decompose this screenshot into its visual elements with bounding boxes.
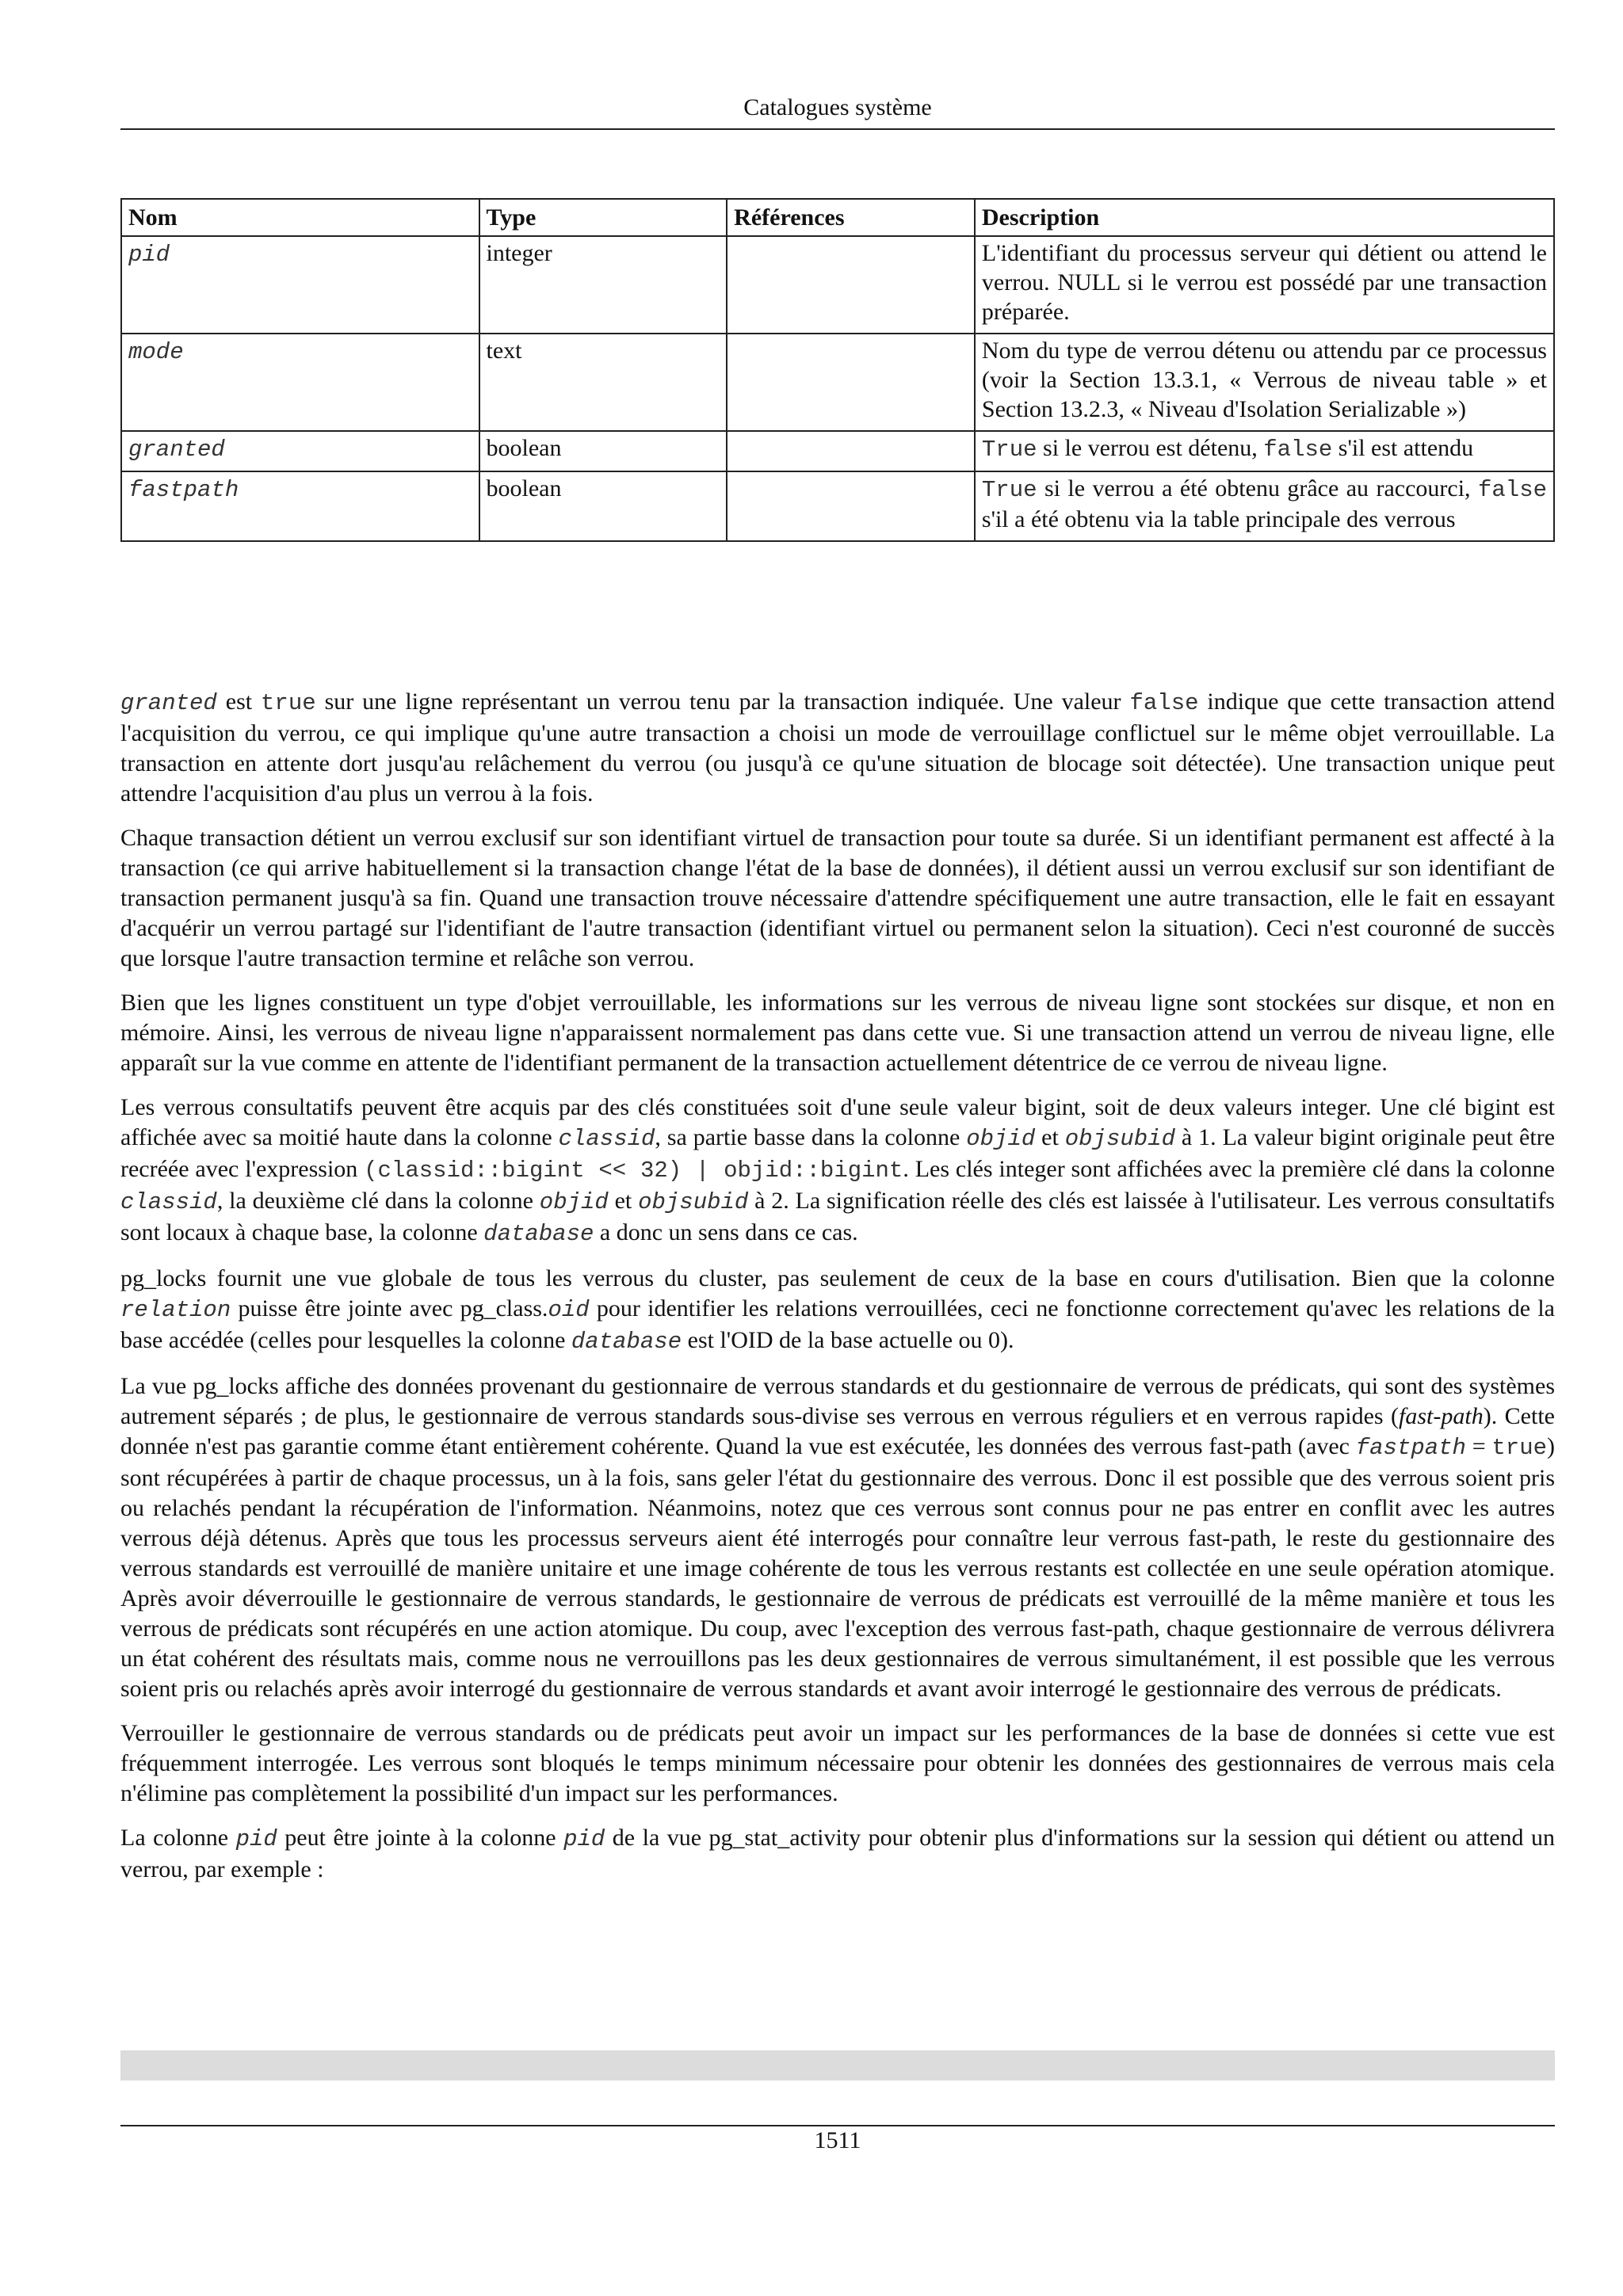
column-references [727,236,975,334]
column-type: integer [479,236,727,334]
column-header-description: Description [975,199,1554,236]
column-header-references: Références [727,199,975,236]
column-type: text [479,334,727,431]
table-header-row [121,199,1554,236]
column-description: Nom du type de verrou détenu ou attendu par ce processus (voir la Section 13.3.1, « Verrous de niveau table » et Section 13.2.3, « Niveau d'Isolation Serializable ») [981,338,1547,422]
paragraph-granted: granted est true sur une ligne représentant un verrou tenu par la transaction indiquée. Une valeur false indique que cette transaction attend l'acquisition du verrou, ce qui implique qu'une autre transaction a choisi un mode de verrouillage conflictuel sur le même objet verrouillable. La transaction en attente dort jusqu'au relâchement du verrou (ou jusqu'à ce qu'une situation de blocage soit détectée). Une transaction unique peut attendre l'acquisition d'au plus un verrou à la fois. [120,688,1555,807]
table-row [121,471,1554,541]
column-references [727,431,975,471]
column-header-nom: Nom [121,199,479,236]
column-name: fastpath [128,477,239,503]
column-type: boolean [479,431,727,471]
column-type: boolean [479,471,727,541]
column-name: mode [128,339,184,365]
pg-locks-columns-table [120,198,1555,542]
paragraph-lock-managers: La vue pg_locks affiche des données provenant du gestionnaire de verrous standards et du gestionnaire de verrous de prédicats, qui sont des systèmes autrement séparés ; de plus, le gestionnaire de verrous standards sous-divise ses verrous en verrous réguliers et en verrous rapides (fast-path). Cette donnée n'est pas garantie comme étant entièrement cohérente. Quand la vue est exécutée, les données des verrous fast-path (avec fastpath = true) sont récupérées à partir de chaque processus, un à la fois, sans geler l'état du gestionnaire des verrous. Donc il est possible que des verrous soient pris ou relachés pendant la récupération de l'information. Néanmoins, notez que ces verrous sont connus pour ne pas entrer en conflit avec les autres verrous déjà détenus. Après que tous les processus serveurs aient été interrogés pour connaître leur verrous fast-path, le reste du gestionnaire des verrous standards est verrouillé de manière unitaire et une image cohérente de tous les verrous restants est collectée en une seule opération atomique. Après avoir déverrouille le gestionnaire de verrous standards, le gestionnaire de verrous de prédicats est verrouillé de la même manière et tous les verrous de prédicats sont récupérés en une action atomique. Du coup, avec l'exception des verrous fast-path, chaque gestionnaire de verrous délivrera un état cohérent des résultats mais, comme nous ne verrouillons pas les deux gestionnaires de verrous simultanément, il est possible que les verrous soient pris ou relachés après avoir interrogé du gestionnaire de verrous standards et avant avoir interrogé le gestionnaire des verrous de prédicats. [120,1373,1556,1702]
paragraph-global-view: pg_locks fournit une vue globale de tous les verrous du cluster, pas seulement de ceux de la base en cours d'utilisation. Bien que la colonne relation puisse être jointe avec pg_class.oid pour identifier les relations verrouillées, ceci ne fonctionne correctement qu'avec les relations de la base accédée (celles pour lesquelles la colonne database est l'OID de la base actuelle ou 0). [120,1265,1555,1355]
column-references [727,334,975,431]
column-description: True si le verrou a été obtenu grâce au raccourci, false s'il a été obtenu via la table principale des verrous [981,475,1547,532]
column-name: granted [128,437,225,463]
body-text [120,687,1555,1899]
table-row [121,236,1554,334]
paragraph-transaction-lock: Chaque transaction détient un verrou exclusif sur son identifiant virtuel de transaction pour toute sa durée. Si un identifiant permanent est affecté à la transaction (ce qui arrive habituellement si la transaction change l'état de la base de données), il détient aussi un verrou exclusif sur son identifiant de transaction permanent jusqu'à sa fin. Quand une transaction trouve nécessaire d'attendre spécifiquement une autre transaction, elle le fait en essayant d'acquérir un verrou partagé sur l'identifiant de l'autre transaction (identifiant virtuel ou permanent selon la situation). Ceci n'est couronné de succès que lorsque l'autre transaction termine et relâche son verrou. [120,825,1555,971]
page-number: 1511 [814,2127,861,2153]
table-row [121,431,1554,471]
column-name: pid [128,242,170,268]
column-description: L'identifiant du processus serveur qui détient ou attend le verrou. NULL si le verrou est possédé par une transaction préparée. [981,240,1547,325]
column-description: True si le verrou est détenu, false s'il est attendu [981,435,1474,463]
running-header: Catalogues système [743,94,932,120]
paragraph-performance: Verrouiller le gestionnaire de verrous standards ou de prédicats peut avoir un impact sur les performances de la base de données si cette vue est fréquemment interrogée. Les verrous sont bloqués le temps minimum nécessaire pour obtenir les données des gestionnaires de verrous mais cela n'élimine pas complètement la possibilité d'un impact sur les performances. [120,1720,1555,1806]
paragraph-pid-join: La colonne pid peut être jointe à la colonne pid de la vue pg_stat_activity pour obtenir plus d'informations sur la session qui détient ou attend un verrou, par exemple : [120,1825,1555,1882]
code-example-box [120,2050,1555,2081]
paragraph-row-locks: Bien que les lignes constituent un type d'objet verrouillable, les informations sur les verrous de niveau ligne sont stockées sur disque, et non en mémoire. Ainsi, les verrous de niveau ligne n'apparaissent normalement pas dans cette vue. Si une transaction attend un verrou de niveau ligne, elle apparaît sur la vue comme en attente de l'identifiant permanent de la transaction actuellement détentrice de ce verrou de niveau ligne. [120,990,1555,1076]
column-references [727,471,975,541]
table-row [121,334,1554,431]
column-header-type: Type [479,199,727,236]
header-rule [120,128,1555,130]
paragraph-advisory-locks: Les verrous consultatifs peuvent être acquis par des clés constituées soit d'une seule valeur bigint, soit de deux valeurs integer. Une clé bigint est affichée avec sa moitié haute dans la colonne classid, sa partie basse dans la colonne objid et objsubid à 1. La valeur bigint originale peut être recréée avec l'expression (classid::bigint << 32) | objid::bigint. Les clés integer sont affichées avec la première clé dans la colonne classid, la deuxième clé dans la colonne objid et objsubid à 2. La signification réelle des clés est laissée à l'utilisateur. Les verrous consultatifs sont locaux à chaque base, la colonne database a donc un sens dans ce cas. [120,1094,1556,1247]
